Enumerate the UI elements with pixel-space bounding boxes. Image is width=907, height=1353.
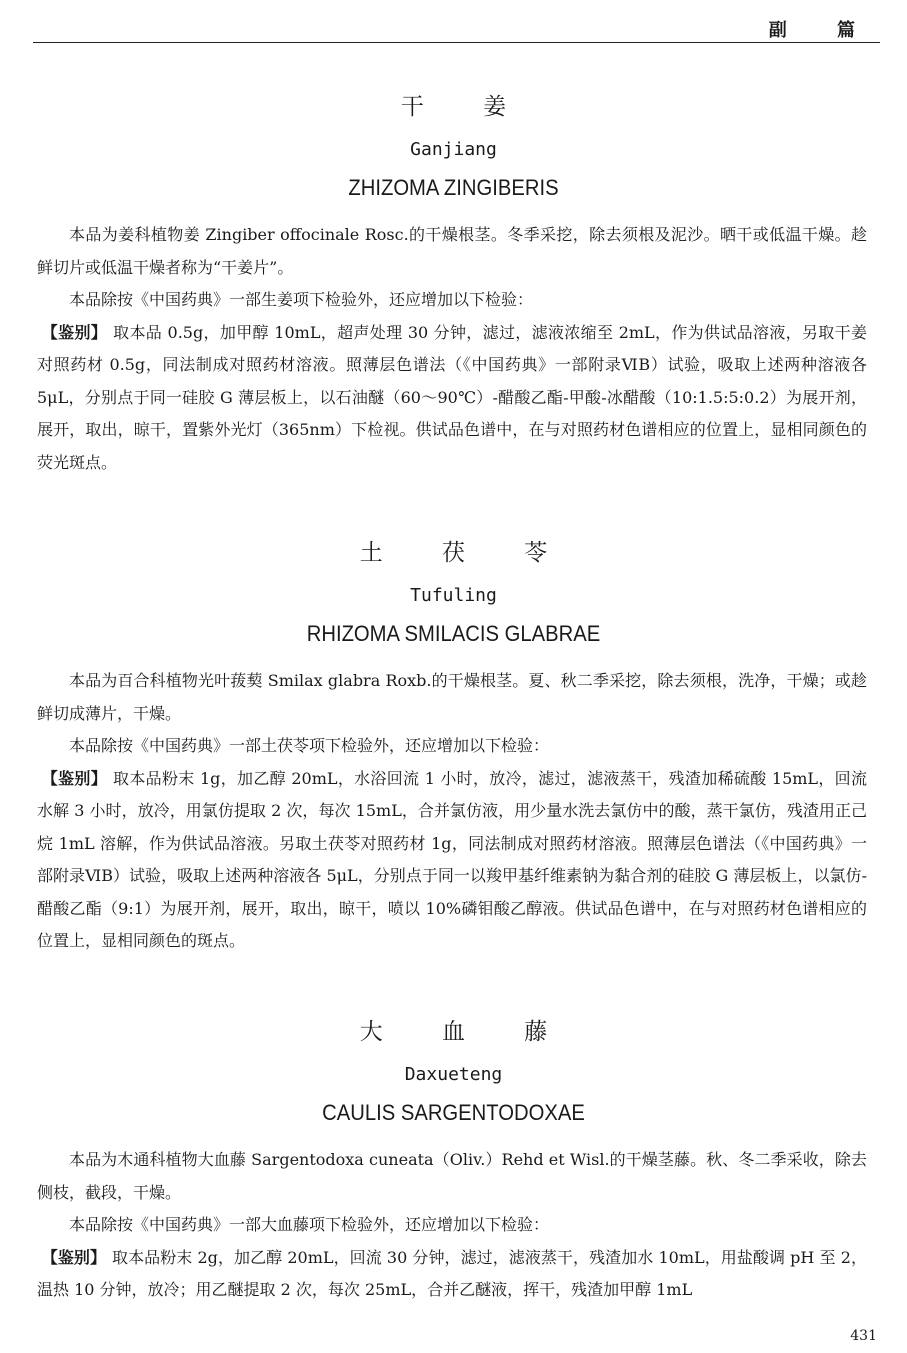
scope-paragraph: 本品除按《中国药典》一部生姜项下检验外，还应增加以下检验： [69, 290, 534, 309]
monograph-pinyin: Daxueteng [404, 1064, 503, 1085]
identification-text: 取本品粉末 2g，加乙醇 20mL，回流 30 分钟，滤过，滤液蒸干，残渣加水 10mL，用盐酸调 pH 至 2，温热 10 分钟，放冷；用乙醚提取 2 次，每次 25mL，合并乙醚液，挥干，残渣加甲醇 1mL [37, 1247, 867, 1299]
identification-paragraph [37, 1242, 867, 1307]
identification-label: 【鉴别】 [41, 1247, 107, 1267]
identification-paragraph [37, 763, 867, 958]
source-paragraph: 本品为木通科植物大血藤 Sargentodoxa cuneata（Oliv.）Rehd et Wisl.的干燥茎藤。秋、冬二季采收，除去侧枝，截段，干燥。 [37, 1150, 867, 1202]
monograph-latin-name: ZHIZOMA ZINGIBERIS [348, 175, 559, 200]
scope-paragraph: 本品除按《中国药典》一部大血藤项下检验外，还应增加以下检验： [69, 1215, 550, 1234]
page-number: 431 [850, 1328, 877, 1344]
monograph-body [37, 219, 867, 479]
monograph-title-cn: 土 茯 苓 [359, 540, 574, 566]
monograph-tufuling [0, 538, 907, 958]
monograph-title-cn: 大 血 藤 [359, 1019, 574, 1045]
monograph-body [37, 1144, 867, 1307]
identification-label: 【鉴别】 [41, 768, 108, 788]
identification-text: 取本品粉末 1g，加乙醇 20mL，水浴回流 1 小时，放冷，滤过，滤液蒸干，残渣加稀硫酸 15mL，回流水解 3 小时，放冷，用氯仿提取 2 次，每次 15mL，合并氯仿液，用少量水洗去氯仿中的酸，蒸干氯仿，残渣用正己烷 1mL 溶解，作为供试品溶液。另取土茯苓对照药材 1g，同法制成对照药材溶液。照薄层色谱法（《中国药典》一部附录ⅥB）试验，吸取上述两种溶液各 5μL，分别点于同一以羧甲基纤维素钠为黏合剂的硅胶 G 薄层板上，以氯仿-醋酸乙酯（9:1）为展开剂，展开，取出，晾干，喷以 10%磷钼酸乙醇液。供试品色谱中，在与对照药材色谱相应的位置上，显相同颜色的斑点。 [37, 768, 867, 950]
scope-paragraph: 本品除按《中国药典》一部土茯苓项下检验外，还应增加以下检验： [69, 736, 550, 755]
monograph-daxueteng [0, 1017, 907, 1307]
monograph-ganjiang [0, 92, 907, 479]
monograph-title-cn: 干 姜 [400, 94, 533, 120]
monograph-pinyin: Ganjiang [410, 139, 497, 160]
identification-paragraph [37, 317, 867, 480]
identification-label: 【鉴别】 [41, 322, 108, 342]
monograph-body [37, 665, 867, 958]
header-rule [33, 42, 880, 43]
source-paragraph: 本品为姜科植物姜 Zingiber offocinale Rosc.的干燥根茎。冬季采挖，除去须根及泥沙。晒干或低温干燥。趁鲜切片或低温干燥者称为“干姜片”。 [37, 225, 867, 277]
monograph-pinyin: Tufuling [410, 585, 497, 606]
identification-text: 取本品 0.5g，加甲醇 10mL，超声处理 30 分钟，滤过，滤液浓缩至 2mL，作为供试品溶液，另取干姜对照药材 0.5g，同法制成对照药材溶液。照薄层色谱法（《中国药典》一部附录ⅥB）试验，吸取上述两种溶液各 5μL，分别点于同一硅胶 G 薄层板上，以石油醚（60～90℃）-醋酸乙酯-甲酸-冰醋酸（10:1.5:5:0.2）为展开剂，展开，取出，晾干，置紫外光灯（365nm）下检视。供试品色谱中，在与对照药材色谱相应的位置上，显相同颜色的荧光斑点。 [37, 322, 867, 472]
header-label: 副 篇 [768, 20, 877, 41]
monograph-latin-name: RHIZOMA SMILACIS GLABRAE [306, 621, 601, 646]
source-paragraph: 本品为百合科植物光叶菝葜 Smilax glabra Roxb.的干燥根茎。夏、秋二季采挖，除去须根，洗净，干燥；或趁鲜切成薄片，干燥。 [37, 671, 867, 723]
monograph-latin-name: CAULIS SARGENTODOXAE [322, 1100, 585, 1125]
